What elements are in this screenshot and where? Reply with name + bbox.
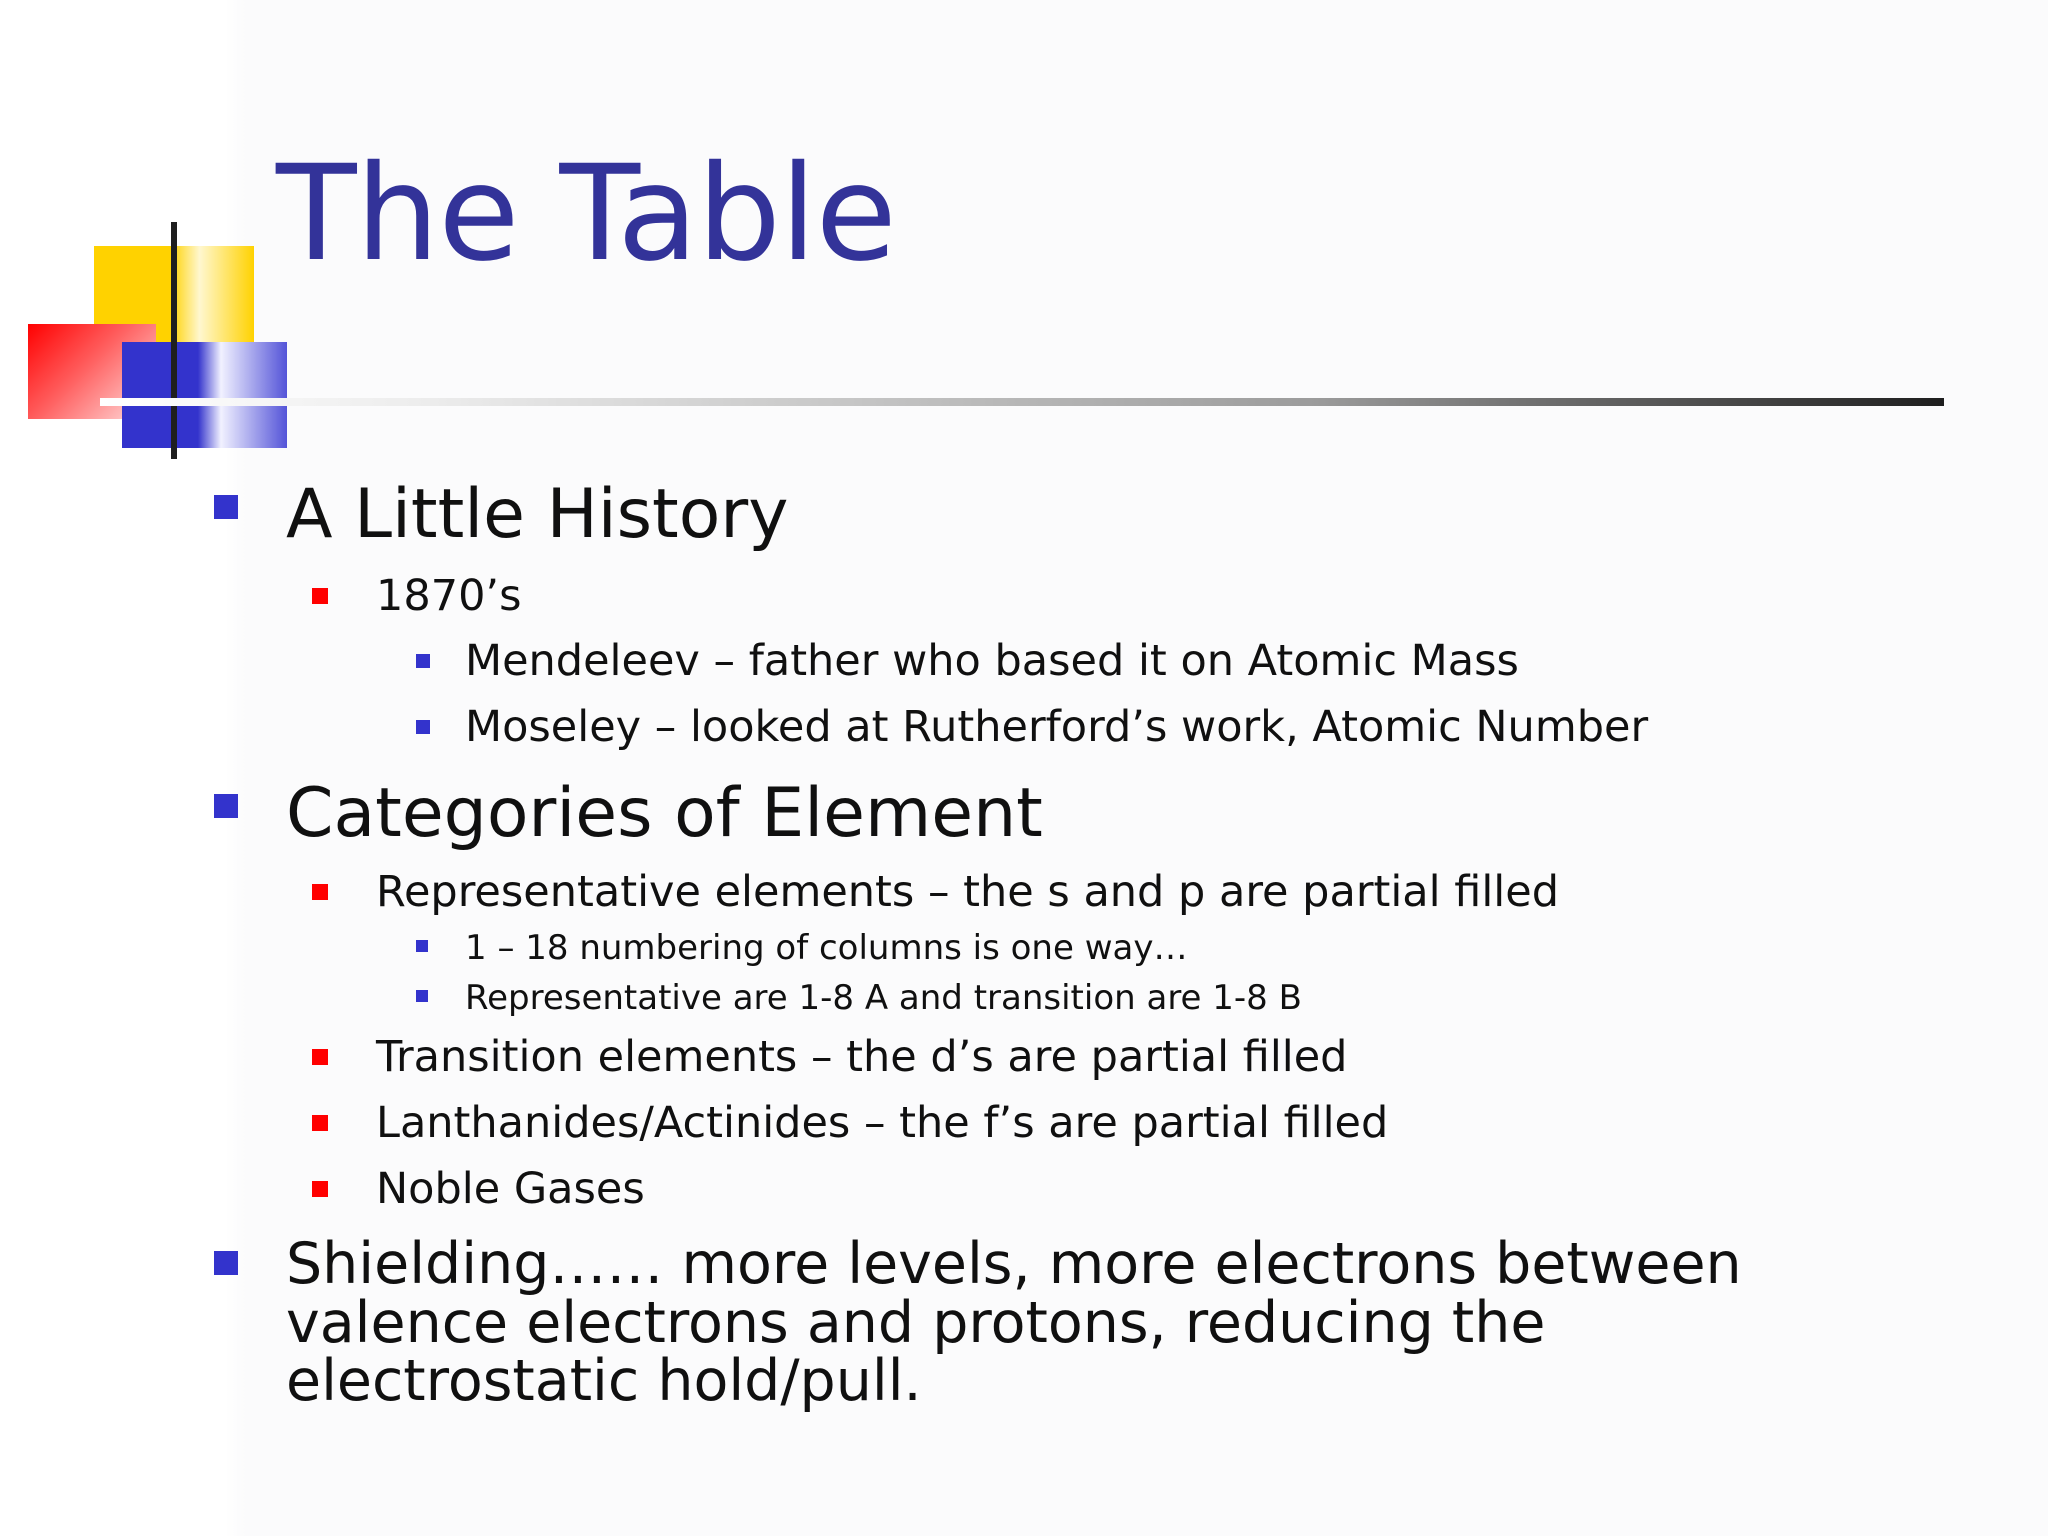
bullet-1870s [376,571,522,621]
bullet-text: Categories of Element [286,774,1043,853]
square-bullet-icon [214,794,238,818]
bullet-text: Moseley – looked at Rutherford’s work, Atomic Number [465,702,1649,752]
square-bullet-icon [312,1115,328,1131]
square-bullet-icon [214,1251,238,1275]
square-bullet-icon [312,1181,328,1197]
bullet-a-little-history [286,475,789,554]
bullet-text: Representative are 1-8 A and transition are 1-8 B [465,978,1302,1018]
square-bullet-icon [312,884,328,900]
bullet-moseley [465,702,1649,752]
bullet-text: A Little History [286,475,789,554]
bullet-text: Mendeleev – father who based it on Atomic Mass [465,636,1519,686]
bullet-shielding [286,1231,1836,1415]
bullet-lanthanides-actinides [376,1098,1389,1148]
square-bullet-icon [416,720,430,734]
square-bullet-icon [312,1049,328,1065]
title-underline [100,398,1944,406]
blue-square [122,342,287,448]
bullet-text: Representative elements – the s and p are partial filled [376,867,1560,917]
bullet-text: 1 – 18 numbering of columns is one way… [465,928,1188,968]
bullet-text: 1870’s [376,571,522,621]
square-bullet-icon [214,495,238,519]
bullet-text: Shielding…… more levels, more electrons between valence electrons and protons, reducing the electrostatic hold/pull. [286,1231,1742,1415]
bullet-representative-transition [465,978,1302,1018]
bullet-text: Transition elements – the d’s are partial filled [376,1032,1348,1082]
bullet-transition-elements [376,1032,1348,1082]
bullet-text: Lanthanides/Actinides – the f’s are partial filled [376,1098,1389,1148]
bullet-numbering-columns [465,928,1188,968]
square-bullet-icon [416,990,428,1002]
slide-title: The Table [276,137,896,291]
bullet-representative-elements [376,867,1560,917]
square-bullet-icon [416,940,428,952]
bullet-noble-gases [376,1164,645,1214]
bullet-text: Noble Gases [376,1164,645,1214]
square-bullet-icon [416,654,430,668]
bullet-mendeleev [465,636,1519,686]
vertical-rule [171,222,177,459]
bullet-categories-of-element [286,774,1043,853]
square-bullet-icon [312,588,328,604]
